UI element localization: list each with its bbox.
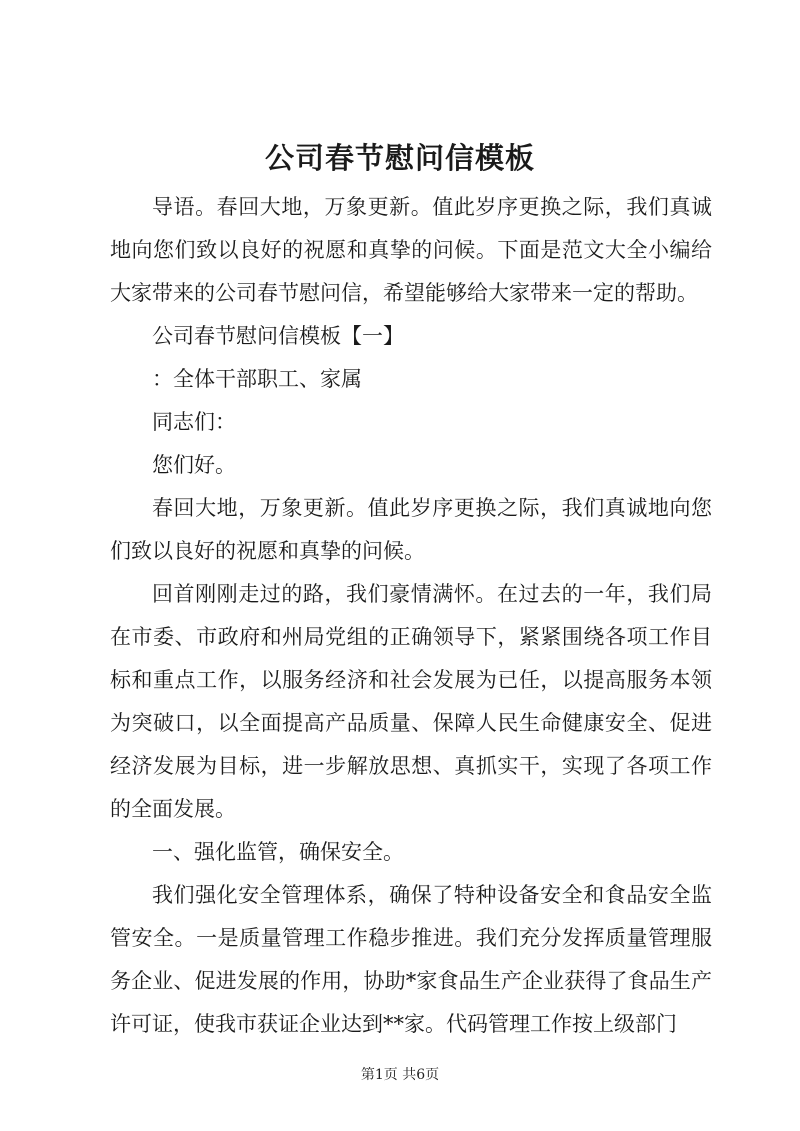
document-title: 公司春节慰问信模板 — [264, 141, 535, 175]
paragraph-intro: 导语。春回大地，万象更新。值此岁序更换之际，我们真诚地向您们致以良好的祝愿和真挚的问候。下面是范文大全小编给大家带来的公司春节慰问信，希望能够给大家带来一定的帮助。 — [110, 195, 712, 305]
paragraph-point-one-heading: 一、强化监管，确保安全。 — [152, 840, 404, 864]
paragraph-greeting: 您们好。 — [152, 453, 236, 477]
paragraph-recipients: ：全体干部职工、家属 — [152, 367, 362, 391]
paragraph-salutation: 同志们： — [152, 410, 236, 434]
paragraph-opening: 春回大地，万象更新。值此岁序更换之际，我们真诚地向您们致以良好的祝愿和真挚的问候。 — [110, 496, 712, 563]
paragraph-section-heading: 公司春节慰问信模板【一】 — [152, 324, 404, 348]
page-number-footer: 第1页 共6页 — [360, 1067, 440, 1083]
paragraph-review: 回首刚刚走过的路，我们豪情满怀。在过去的一年，我们局在市委、市政府和州局党组的正确领导下，紧紧围绕各项工作目标和重点工作，以服务经济和社会发展为已任，以提高服务本领为突破口，以全面提高产品质量、保障人民生命健康安全、促进经济发展为目标，进一步解放思想、真抓实干，实现了各项工作的全面发展。 — [110, 582, 712, 821]
paragraph-point-one-body: 我们强化安全管理体系，确保了特种设备安全和食品安全监管安全。一是质量管理工作稳步推进。我们充分发挥质量管理服务企业、促进发展的作用，协助*家食品生产企业获得了食品生产许可证，使我市获证企业达到**家。代码管理工作按上级部门 — [110, 883, 712, 1036]
document-body — [110, 186, 712, 1046]
